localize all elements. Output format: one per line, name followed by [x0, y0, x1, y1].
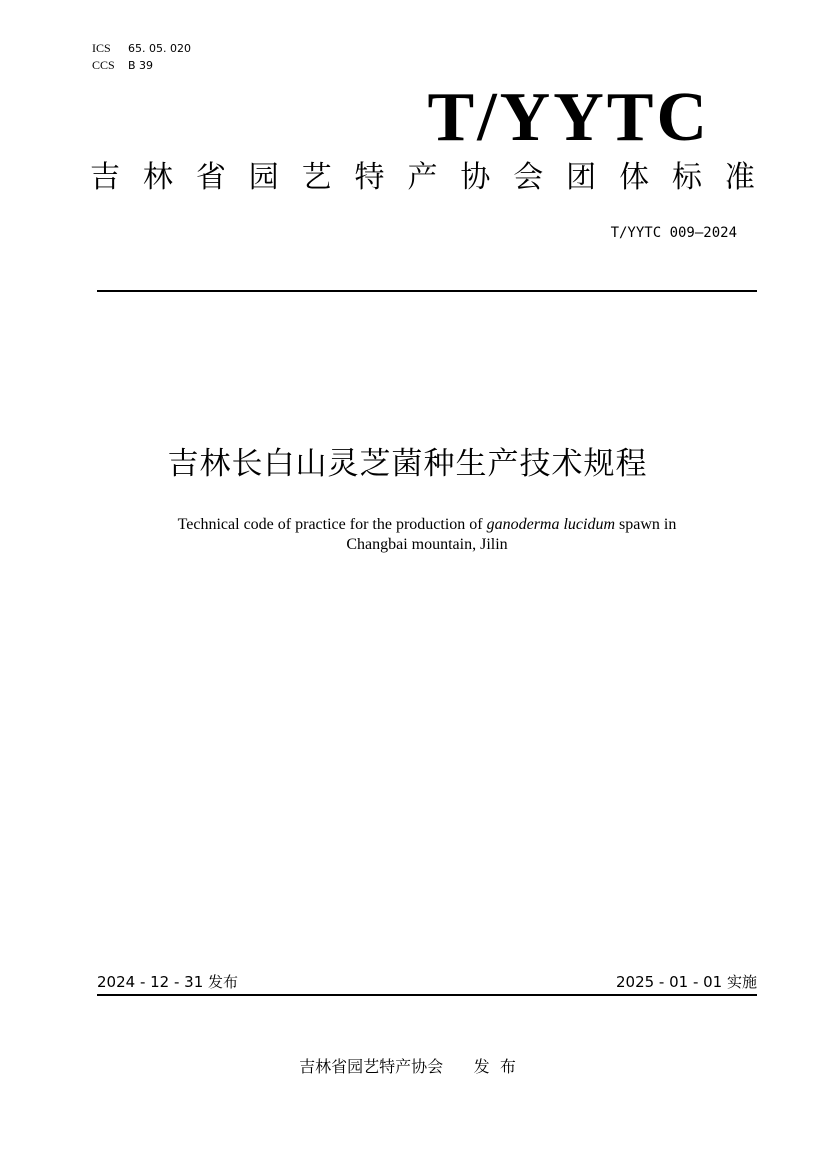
ics-value: 65. 05. 020 [128, 42, 191, 55]
document-title-english [107, 515, 747, 555]
org-name-char: 标 [671, 160, 702, 195]
classification-block [92, 40, 191, 74]
implementation-date: 2025 - 01 - 01 实施 [615, 973, 757, 991]
org-name-char: 团 [566, 160, 597, 195]
org-name-char: 准 [724, 160, 755, 195]
issuing-organization [0, 1054, 815, 1077]
org-name-char: 林 [142, 160, 173, 195]
org-name-char: 园 [248, 160, 279, 195]
ics-label: ICS [92, 41, 111, 55]
organization-code: T/YYTC [427, 79, 710, 156]
ics-row [92, 40, 191, 57]
title-en-prefix: Technical code of practice for the production of [177, 516, 487, 533]
standard-number: T/YYTC 009—2024 [610, 225, 737, 241]
issuer-name: 吉林省园艺特产协会 [299, 1057, 444, 1076]
title-en-line-1 [107, 515, 747, 535]
title-en-line-2: Changbai mountain, Jilin [346, 536, 508, 553]
header-divider [97, 290, 757, 292]
title-en-suffix: spawn in [615, 516, 677, 533]
org-name-char: 艺 [301, 160, 332, 195]
org-name-char: 省 [195, 160, 226, 195]
issue-action: 发 布 [473, 1057, 516, 1076]
organization-standard-name [90, 157, 755, 199]
org-name-char: 吉 [90, 160, 120, 195]
org-name-char: 产 [407, 160, 438, 195]
ccs-value: B 39 [128, 59, 154, 72]
document-title-chinese: 吉林长白山灵芝菌种生产技术规程 [167, 446, 648, 482]
publish-date: 2024 - 12 - 31 发布 [97, 973, 239, 991]
ccs-row [92, 57, 191, 74]
footer-divider [97, 994, 757, 996]
org-name-char: 体 [619, 160, 650, 195]
ccs-label: CCS [92, 58, 115, 72]
org-name-char: 会 [513, 160, 544, 195]
org-name-char: 协 [460, 160, 491, 195]
title-en-species: ganoderma lucidum [486, 516, 616, 533]
org-name-char: 特 [354, 160, 385, 195]
